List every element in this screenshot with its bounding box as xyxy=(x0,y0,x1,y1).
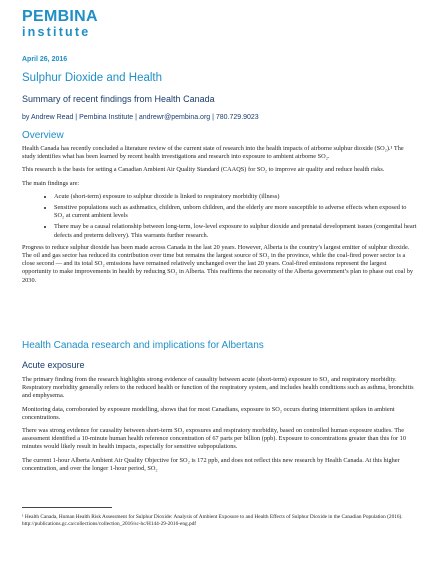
document-title: Sulphur Dioxide and Health xyxy=(22,72,163,84)
document-subtitle: Summary of recent findings from Health Canada xyxy=(22,94,215,104)
section-body xyxy=(22,376,417,478)
overview-paragraph-3: The main findings are: xyxy=(22,179,80,187)
finding-item: • Sensitive populations such as asthmatics, children, unborn children, and the elderly are more susceptible to adverse effects when exposed to SO₂ at current ambient levels xyxy=(54,204,417,220)
section-heading: Health Canada research and implications for Albertans xyxy=(22,340,264,351)
overview-paragraph-4: Progress to reduce sulphur dioxide has been made across Canada in the last 20 years. However, Alberta is the country’s largest emitter of sulphur dioxide. The oil and gas sector has reduced its contribution over time but remains the largest source of SO₂ in the province, while the coal-fired power sector is a close second — and its total SO₂ emissions have remained relatively unchanged over the last 20 years. Coal-fired emissions represent the largest opportunity to make improvements in health by reducing SO₂ in Alberta. This reaffirms the necessity of the Alberta government’s plan to phase out coal by 2030. xyxy=(22,243,414,284)
overview-paragraph-2: This research is the basis for setting a Canadian Ambient Air Quality Standard (CAAQS) for SO₂ to improve air quality and reduce health risks. xyxy=(22,166,385,174)
author-byline: by Andrew Read | Pembina Institute | andrewr@pembina.org | 780.729.9023 xyxy=(22,114,259,121)
findings-list xyxy=(22,193,417,240)
section-paragraph-2: Monitoring data, corroborated by exposure modelling, shows that for most Canadians, exposure to SO₂ occurs during intermittent spikes in ambient concentrations. xyxy=(22,405,395,421)
section-paragraph-1: The primary finding from the research highlights strong evidence of causality between acute (short-term) exposure to SO₂ and respiratory morbidity. Respiratory morbidity generally refers to the reduced health or function of the respiratory system, and includes health conditions such as asthma, bronchitis and emphysema. xyxy=(22,376,414,400)
publication-date: April 26, 2016 xyxy=(22,56,68,63)
finding-item: • Acute (short-term) exposure to sulphur dioxide is linked to respiratory morbidity (illness) xyxy=(54,193,417,201)
section-paragraph-4: The current 1-hour Alberta Ambient Air Quality Objective for SO₂ is 172 ppb, and does not reflect this new research by Health Canada. At this higher concentration, and over the longer 1-hour period, SO₂ xyxy=(22,456,400,472)
footnote-divider xyxy=(22,507,112,508)
footnote: ¹ Health Canada, Human Health Risk Assessment for Sulphur Dioxide: Analysis of Ambient Exposure to and Health Effects of Sulphur Dioxide in the Canadian Population (2016). http://publications.gc.ca/collections/collection_2016/sc-hc/H144-29-2016-eng.pdf xyxy=(22,514,403,527)
section-paragraph-3: There was strong evidence for causality between short-term SO₂ exposures and respiratory morbidity, based on controlled human exposure studies. The assessment identified a 10-minute human health reference concentration of 67 parts per billion (ppb). Exposure to concentrations greater than this for 10 minutes would likely result in health impacts, especially for sensitive subpopulations. xyxy=(22,427,406,451)
logo-line-1: PEMBINA xyxy=(22,8,98,25)
overview-body xyxy=(22,145,417,290)
acute-exposure-heading: Acute exposure xyxy=(22,360,85,370)
finding-item: • There may be a causal relationship between long-term, low-level exposure to sulphur dioxide and prenatal development issues (congenital heart defects and preterm delivery). This warrants further research. xyxy=(54,223,417,239)
pembina-logo xyxy=(22,9,98,39)
overview-heading: Overview xyxy=(22,130,64,141)
logo-line-2: institute xyxy=(22,25,91,39)
overview-paragraph-1: Health Canada has recently concluded a literature review of the current state of research into the health impacts of airborne sulphur dioxide (SO₂).¹ The study identifies what has been learned by recent health investigations and research into exposure to ambient airborne SO₂. xyxy=(22,145,404,161)
